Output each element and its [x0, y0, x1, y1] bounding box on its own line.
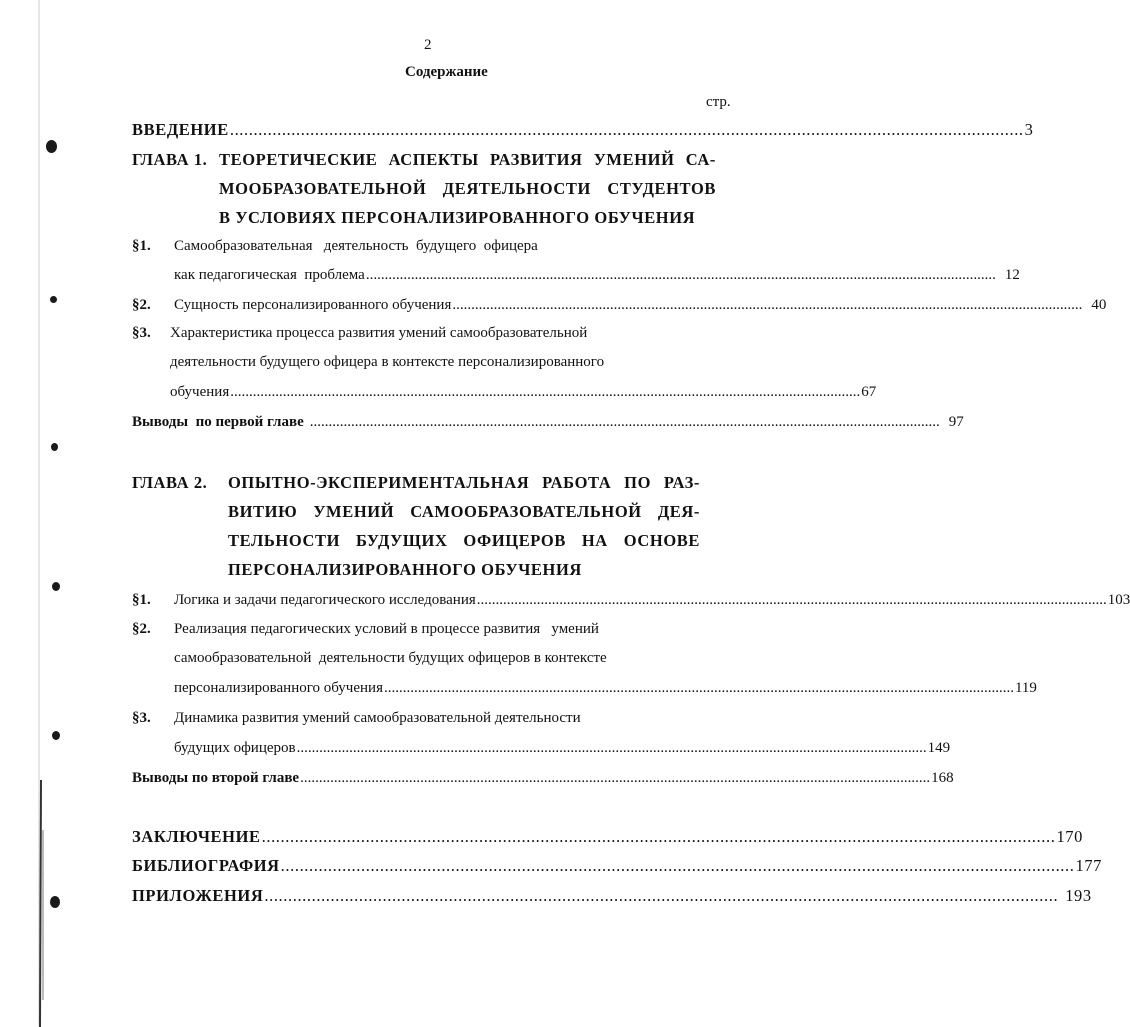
chapter1-heading-line: МООБРАЗОВАТЕЛЬНОЙ ДЕЯТЕЛЬНОСТИ СТУДЕНТОВ [219, 179, 716, 198]
toc-section-line: Характеристика процесса развития умений самообразовательной [170, 325, 588, 341]
punch-hole-mark [52, 731, 60, 740]
toc-section-number: §1. [132, 238, 151, 254]
punch-hole-mark [46, 140, 57, 153]
toc-entry-ch1-s1[interactable] [174, 267, 1020, 284]
toc-entry-label: будущих офицеров [174, 740, 296, 756]
toc-entry-bibliography[interactable] [132, 856, 1103, 876]
toc-entry-conclusion[interactable] [132, 827, 1083, 847]
chapter1-heading-line: ТЕОРЕТИЧЕСКИЕ АСПЕКТЫ РАЗВИТИЯ УМЕНИЙ СА- [219, 150, 716, 169]
toc-entry-ch1-conclusions[interactable] [132, 414, 964, 431]
toc-entry-label: обучения [170, 384, 230, 400]
dot-leader: ........................................................................................................................................................................ [280, 856, 1075, 875]
toc-entry-label: БИБЛИОГРАФИЯ [132, 856, 280, 875]
toc-entry-page: 40 [1091, 297, 1107, 313]
dot-leader: ........................................................................................................................................................................ [296, 740, 927, 756]
toc-section-line: Динамика развития умений самообразовательной деятельности [174, 710, 581, 726]
chapter1-heading-line: В УСЛОВИЯХ ПЕРСОНАЛИЗИРОВАННОГО ОБУЧЕНИЯ [219, 208, 696, 227]
dot-leader: ........................................................................................................................................................................ [309, 414, 940, 430]
toc-section-number: §3. [132, 710, 151, 726]
dot-leader: ........................................................................................................................................................................ [264, 886, 1059, 905]
dot-leader: ........................................................................................................................................................................ [261, 827, 1056, 846]
toc-entry-label: Логика и задачи педагогического исследования [174, 592, 476, 608]
toc-entry-ch1-s3[interactable] [170, 384, 877, 401]
toc-entry-label: ВВЕДЕНИЕ [132, 120, 229, 139]
toc-entry-page: 3 [1024, 120, 1034, 139]
toc-entry-ch2-s3[interactable] [174, 740, 951, 757]
toc-entry-page: 170 [1056, 827, 1083, 846]
toc-entry-label: Сущность персонализированного обучения [174, 297, 452, 313]
toc-entry-ch2-s2[interactable] [174, 680, 1037, 697]
chapter2-heading-line: ВИТИЮ УМЕНИЙ САМООБРАЗОВАТЕЛЬНОЙ ДЕЯ- [228, 502, 700, 521]
toc-entry-appendices[interactable] [132, 886, 1092, 906]
toc-entry-page: 12 [1004, 267, 1020, 283]
toc-entry-label: Выводы по первой главе [132, 414, 304, 430]
dot-leader: ........................................................................................................................................................................ [452, 297, 1083, 313]
page-column-label: стр. [706, 94, 731, 110]
punch-hole-mark [52, 582, 60, 591]
chapter2-heading-prefix: ГЛАВА 2. [132, 473, 208, 492]
chapter2-heading-line: ТЕЛЬНОСТИ БУДУЩИХ ОФИЦЕРОВ НА ОСНОВЕ [228, 531, 700, 550]
toc-entry-label: персонализированного обучения [174, 680, 383, 696]
toc-section-line: Самообразовательная деятельность будущего офицера [174, 238, 538, 254]
toc-entry-page: 67 [861, 384, 877, 400]
toc-entry-intro[interactable] [132, 120, 1034, 140]
scan-edge-artifact [36, 0, 46, 1027]
dot-leader: ........................................................................................................................................................................ [229, 120, 1024, 139]
toc-entry-page: 103 [1107, 592, 1130, 608]
chapter1-heading-prefix: ГЛАВА 1. [132, 150, 208, 169]
punch-hole-mark [50, 296, 57, 303]
toc-section-line: деятельности будущего офицера в контексте персонализированного [170, 354, 605, 370]
toc-section-number: §1. [132, 592, 151, 608]
dot-leader: ........................................................................................................................................................................ [300, 770, 931, 786]
toc-entry-page: 119 [1014, 680, 1037, 696]
toc-entry-label: Выводы по второй главе [132, 770, 300, 786]
toc-entry-page: 193 [1065, 886, 1092, 905]
toc-entry-page: 168 [931, 770, 954, 786]
chapter2-heading-line: ОПЫТНО-ЭКСПЕРИМЕНТАЛЬНАЯ РАБОТА ПО РАЗ- [228, 473, 700, 492]
dot-leader: ........................................................................................................................................................................ [365, 267, 996, 283]
toc-entry-page: 149 [927, 740, 951, 756]
toc-entry-page: 97 [948, 414, 964, 430]
punch-hole-mark [51, 443, 58, 451]
toc-entry-ch2-conclusions[interactable] [132, 770, 954, 787]
toc-entry-label: ПРИЛОЖЕНИЯ [132, 886, 264, 905]
toc-section-line: Реализация педагогических условий в процессе развития умений [174, 621, 599, 637]
toc-section-number: §2. [132, 297, 151, 313]
toc-entry-label: ЗАКЛЮЧЕНИЕ [132, 827, 261, 846]
dot-leader: ........................................................................................................................................................................ [383, 680, 1014, 696]
toc-entry-ch1-s2[interactable] [174, 297, 1107, 314]
dot-leader: ........................................................................................................................................................................ [230, 384, 861, 400]
chapter2-heading-line: ПЕРСОНАЛИЗИРОВАННОГО ОБУЧЕНИЯ [228, 560, 582, 579]
toc-entry-ch2-s1[interactable] [174, 592, 1130, 609]
toc-entry-label: как педагогическая проблема [174, 267, 365, 283]
toc-section-line: самообразовательной деятельности будущих офицеров в контексте [174, 650, 607, 666]
page-title: Содержание [405, 64, 488, 80]
toc-section-number: §2. [132, 621, 151, 637]
toc-entry-page: 177 [1075, 856, 1103, 875]
page-number: 2 [424, 37, 432, 53]
punch-hole-mark [50, 896, 60, 908]
toc-section-number: §3. [132, 325, 151, 341]
dot-leader: ........................................................................................................................................................................ [476, 592, 1107, 608]
